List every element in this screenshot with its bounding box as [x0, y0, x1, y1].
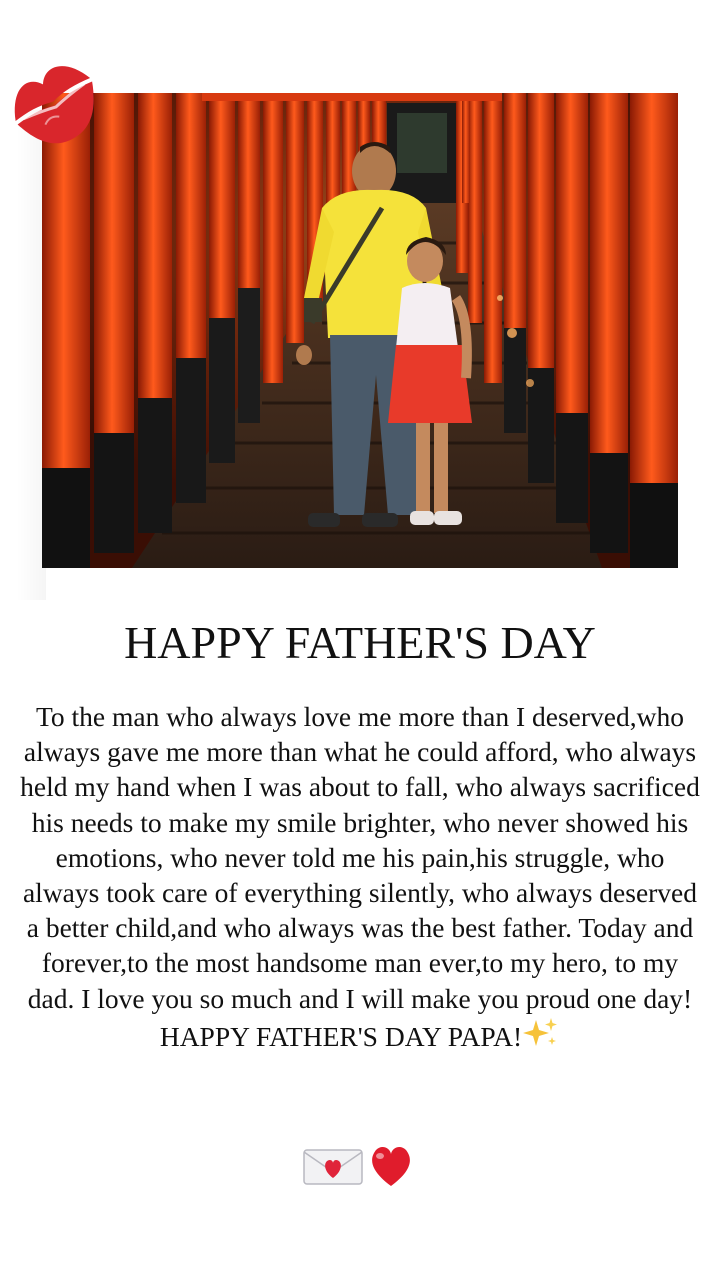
kiss-lips-icon	[4, 48, 100, 152]
sparkles-icon	[522, 1016, 560, 1050]
father-daughter-photo	[42, 93, 678, 568]
tribute-message	[20, 699, 700, 1054]
red-heart-icon	[372, 1147, 410, 1186]
message-text: To the man who always love me more than I deserved,who always gave me more than what he could afford, who always held my hand when I was about to fall, who always sacrificed his needs to make my smile brighter, who never showed his emotions, who never told me his pain,his struggle, who always took care of everything silently, who always deserved a better child,and who always was the best father. Today and forever,to the most handsome man ever,to my hero, to my dad. I love you so much and I will make you proud one day! HAPPY FATHER'S DAY PAPA!	[20, 701, 700, 1052]
footer-emojis	[302, 1142, 422, 1188]
page-title: HAPPY FATHER'S DAY	[124, 617, 596, 668]
love-letter-icon	[304, 1150, 362, 1184]
